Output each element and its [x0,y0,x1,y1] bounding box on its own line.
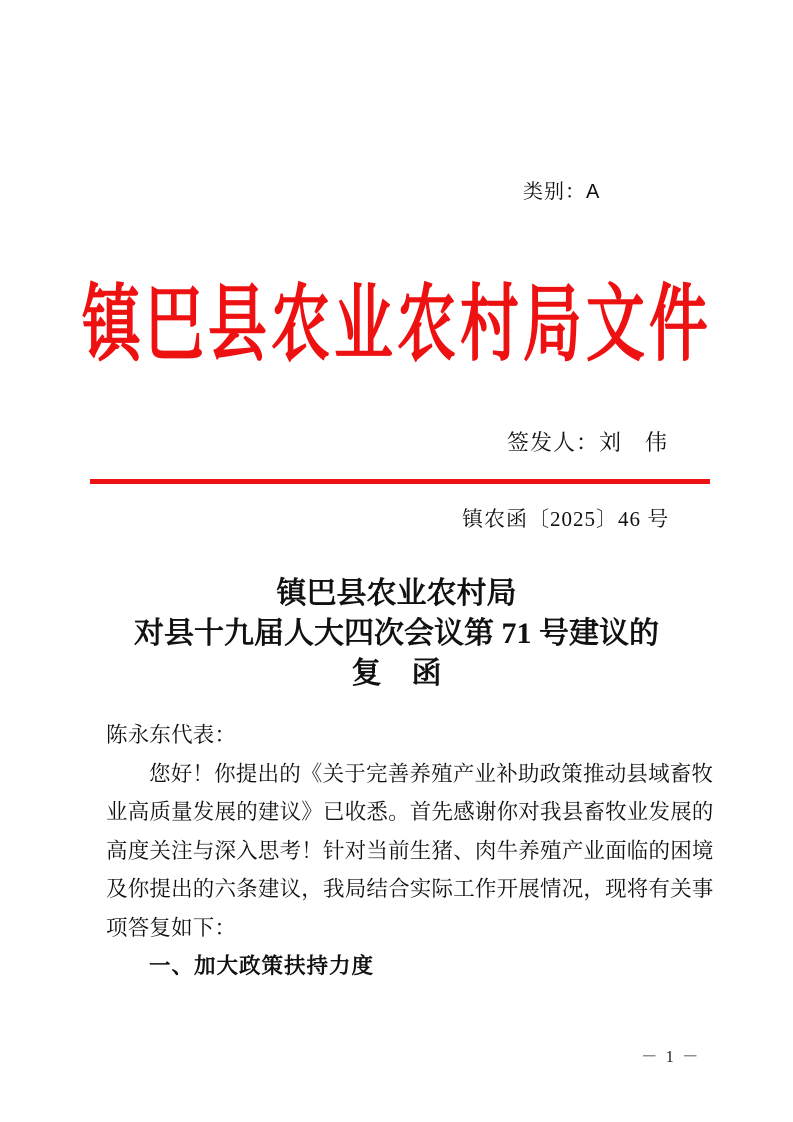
doc-number: 镇农函〔2025〕46 号 [462,507,670,531]
page-number: － 1 － [641,1047,701,1066]
agency-title: 镇巴县农业农村局文件 [81,279,712,372]
title-line-3: 复 函 [351,657,442,690]
category-label: 类别：A [523,181,601,203]
salutation: 陈永东代表： [106,723,237,747]
title-line-2: 对县十九届人大四次会议第 71 号建议的 [134,617,659,650]
body-text [106,716,714,986]
body-line: 业高质量发展的建议》已收悉。首先感谢你对我县畜牧业发展的 [106,800,714,824]
body-line: 您好！你提出的《关于完善养殖产业补助政策推动县域畜牧 [149,761,714,786]
issuer-line: 签发人：刘 伟 [507,430,669,455]
red-divider [90,479,710,484]
section-heading: 一、加大政策扶持力度 [149,954,375,978]
red-header-banner [0,279,793,372]
document-title [0,574,793,694]
body-line: 高度关注与深入思考！针对当前生猪、肉牛养殖产业面临的困境 [106,838,714,863]
title-line-1: 镇巴县农业农村局 [276,577,517,610]
body-line: 及你提出的六条建议，我局结合实际工作开展情况，现将有关事 [106,877,714,901]
body-line: 项答复如下： [106,915,237,940]
